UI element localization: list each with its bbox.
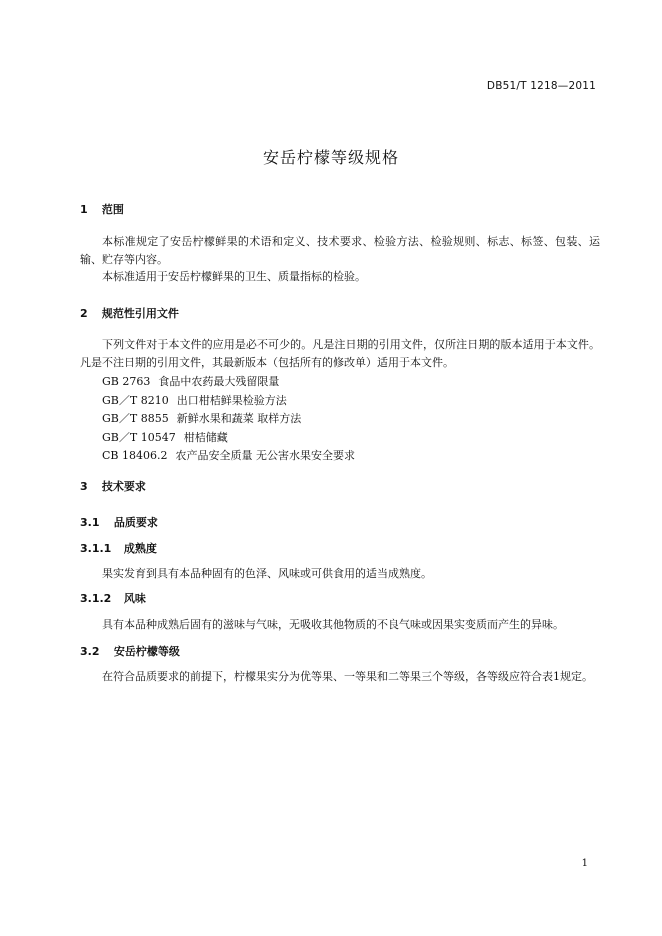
section-number: 3	[80, 480, 88, 493]
section-title: 技术要求	[101, 480, 146, 493]
ref-code: GB／T 8210	[102, 393, 169, 407]
list-item	[102, 392, 355, 411]
section-number: 3.1	[80, 516, 100, 529]
section-title: 品质要求	[113, 516, 158, 529]
section-number: 1	[80, 203, 88, 216]
section-title: 成熟度	[123, 542, 157, 555]
section-title: 安岳柠檬等级	[113, 645, 180, 658]
ref-name: 农产品安全质量 无公害水果安全要求	[175, 449, 355, 462]
scope-paragraph: 本标准规定了安岳柠檬鲜果的术语和定义、技术要求、检验方法、检验规则、标志、标签、包装、运输、贮存等内容。	[80, 235, 600, 266]
section-title: 范围	[101, 203, 124, 216]
refs-paragraph: 下列文件对于本文件的应用是必不可少的。凡是注日期的引用文件，仅所注日期的版本适用于本文件。凡是不注日期的引用文件，其最新版本（包括所有的修改单）适用于本文件。	[80, 338, 600, 369]
section-title: 规范性引用文件	[101, 307, 179, 320]
ref-code: GB／T 10547	[102, 430, 176, 444]
ref-name: 出口柑桔鲜果检验方法	[176, 393, 287, 407]
ref-code: CB 18406.2	[102, 449, 168, 462]
ref-code: GB 2763	[102, 375, 151, 388]
section-number: 3.1.2	[80, 592, 112, 605]
section-1-heading	[80, 201, 124, 217]
list-item	[102, 429, 355, 448]
ref-name: 柑桔储藏	[183, 430, 228, 444]
ref-name: 食品中农药最大残留限量	[158, 375, 280, 388]
section-number: 3.2	[80, 645, 100, 658]
reference-list	[102, 373, 355, 466]
ref-code: GB／T 8855	[102, 412, 169, 425]
section-3-heading	[80, 478, 146, 494]
list-item	[102, 373, 355, 392]
list-item	[102, 410, 355, 429]
list-item	[102, 447, 355, 466]
grades-paragraph: 在符合品质要求的前提下，柠檬果实分为优等果、一等果和二等果三个等级，各等级应符合表1规定。	[102, 670, 593, 683]
section-2-heading	[80, 305, 179, 321]
maturity-paragraph: 果实发育到具有本品种固有的色泽、风味或可供食用的适当成熟度。	[102, 567, 432, 580]
page-number: 1	[581, 858, 588, 869]
flavor-paragraph: 具有本品种成熟后固有的滋味与气味，无吸收其他物质的不良气味或因果实变质而产生的异味。	[102, 618, 564, 631]
section-3-1-2-heading	[80, 590, 146, 606]
section-number: 2	[80, 307, 88, 320]
section-3-1-heading	[80, 514, 158, 530]
scope-applicability-paragraph: 本标准适用于安岳柠檬鲜果的卫生、质量指标的检验。	[102, 270, 366, 283]
page-title: 安岳柠檬等级规格	[262, 148, 399, 167]
section-3-2-heading	[80, 643, 180, 659]
section-3-1-1-heading	[80, 540, 157, 556]
section-number: 3.1.1	[80, 542, 112, 555]
section-title: 风味	[123, 592, 146, 605]
ref-name: 新鲜水果和蔬菜 取样方法	[176, 412, 302, 425]
document-code: DB51/T 1218—2011	[486, 80, 596, 92]
